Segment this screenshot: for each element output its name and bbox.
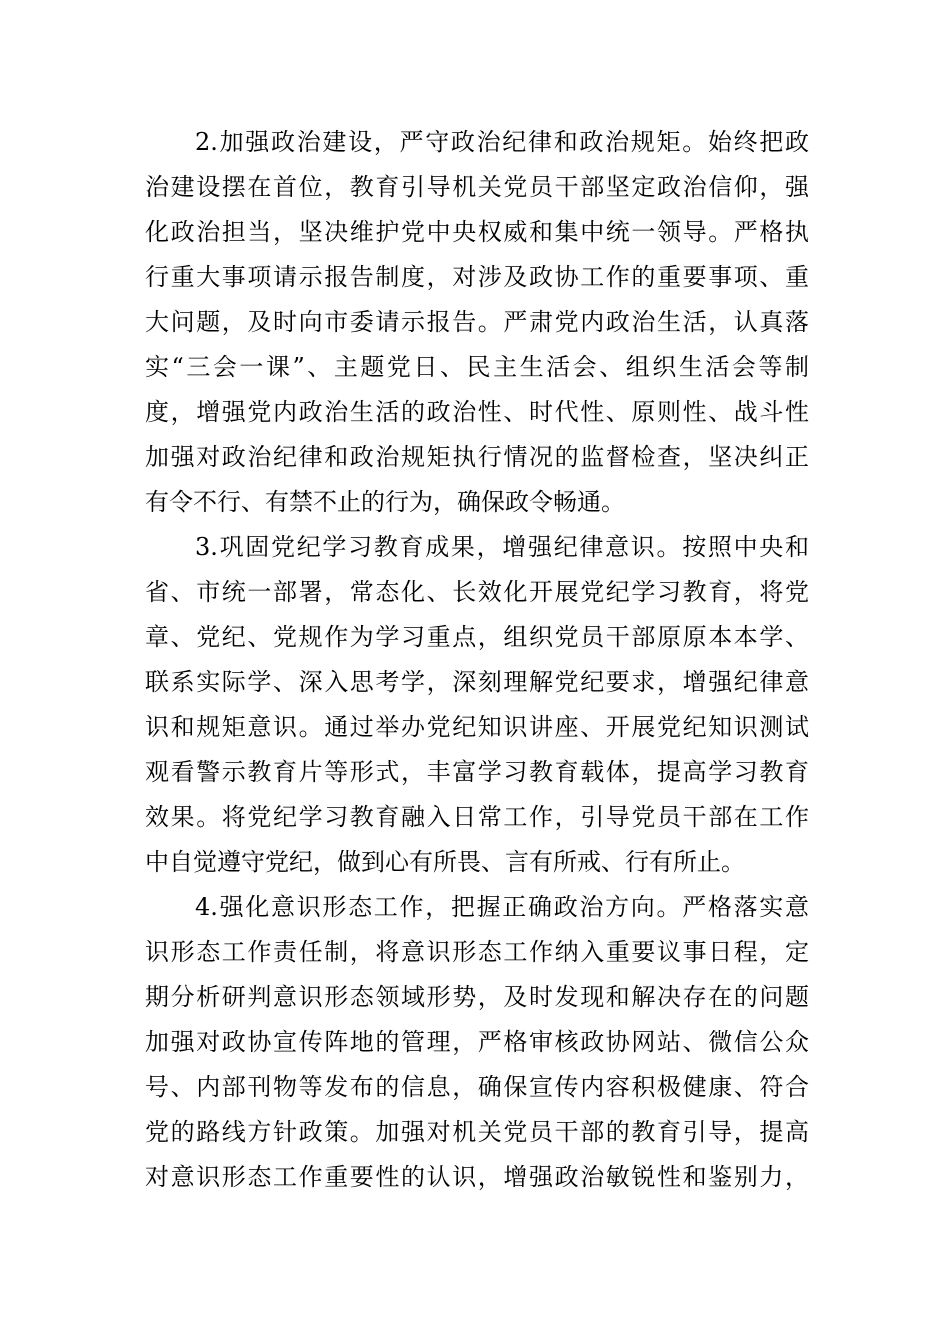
text-line: 党的路线方针政策。加强对机关党员干部的教育引导，提高 [145,1118,809,1146]
text-line: 2.加强政治建设，严守政治纪律和政治规矩。始终把政 [195,128,809,156]
paragraph-3 [145,525,809,885]
text-line: 省、市统一部署，常态化、长效化开展党纪学习教育，将党 [145,578,809,606]
text-line: 对意识形态工作重要性的认识，增强政治敏锐性和鉴别力， [145,1163,809,1191]
text-line: 治建设摆在首位，教育引导机关党员干部坚定政治信仰，强 [145,173,809,201]
document-page [145,120,809,1200]
text-line: 化政治担当，坚决维护党中央权威和集中统一领导。严格执 [145,218,809,246]
text-line: 识形态工作责任制，将意识形态工作纳入重要议事日程，定 [145,938,809,966]
text-line: 实“三会一课”、主题党日、民主生活会、组织生活会等制 [145,353,809,381]
text-line: 中自觉遵守党纪，做到心有所畏、言有所戒、行有所止。 [145,848,745,876]
text-line: 期分析研判意识形态领域形势，及时发现和解决存在的问题 [145,983,809,1011]
text-line: 4.强化意识形态工作，把握正确政治方向。严格落实意 [195,893,809,921]
paragraph-4 [145,885,809,1200]
text-line: 联系实际学、深入思考学，深刻理解党纪要求，增强纪律意 [145,668,809,696]
text-line: 行重大事项请示报告制度，对涉及政协工作的重要事项、重 [145,263,809,291]
text-line: 加强对政协宣传阵地的管理，严格审核政协网站、微信公众 [145,1028,809,1056]
text-line: 号、内部刊物等发布的信息，确保宣传内容积极健康、符合 [145,1073,809,1101]
text-line: 大问题，及时向市委请示报告。严肃党内政治生活，认真落 [145,308,809,336]
text-line: 识和规矩意识。通过举办党纪知识讲座、开展党纪知识测试 [145,713,809,741]
paragraph-2 [145,120,809,525]
text-line: 效果。将党纪学习教育融入日常工作，引导党员干部在工作 [145,803,809,831]
text-line: 度，增强党内政治生活的政治性、时代性、原则性、战斗性 [145,398,809,426]
text-line: 观看警示教育片等形式，丰富学习教育载体，提高学习教育 [145,758,809,786]
text-line: 有令不行、有禁不止的行为，确保政令畅通。 [145,488,625,516]
text-line: 3.巩固党纪学习教育成果，增强纪律意识。按照中央和 [195,533,809,561]
text-line: 章、党纪、党规作为学习重点，组织党员干部原原本本学、 [145,623,809,651]
text-line: 加强对政治纪律和政治规矩执行情况的监督检查，坚决纠正 [145,443,809,471]
